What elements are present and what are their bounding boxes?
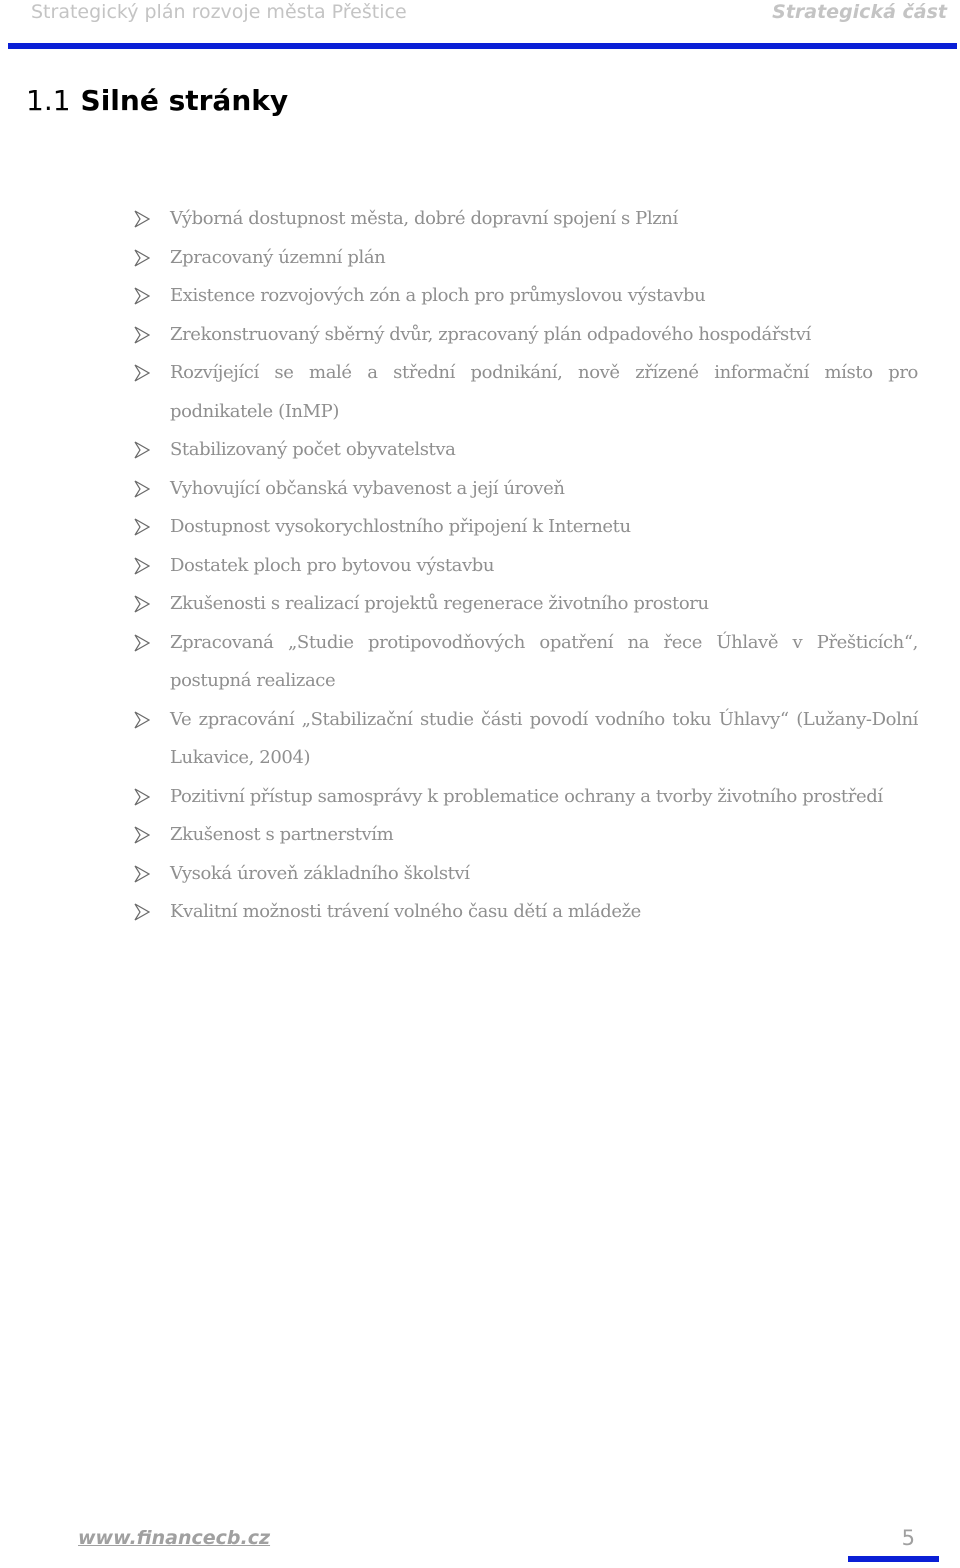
footer-rule — [848, 1556, 939, 1562]
list-item — [0, 701, 960, 778]
list-item-text: Zpracovaná „Studie protipovodňových opatření na řece Úhlavě v Přešticích“, postupná realizace — [170, 631, 918, 691]
arrowhead-bullet-icon — [134, 480, 150, 498]
arrowhead-bullet-icon — [134, 441, 150, 459]
arrowhead-bullet-icon — [134, 711, 150, 729]
list-item-text: Vyhovující občanská vybavenost a její úroveň — [170, 477, 565, 499]
list-item — [0, 778, 960, 817]
list-item-text: Pozitivní přístup samosprávy k problematice ochrany a tvorby životního prostředí — [170, 785, 883, 807]
document-part: Strategická část — [772, 1, 947, 23]
list-item-text: Kvalitní možnosti trávení volného času dětí a mládeže — [170, 901, 641, 922]
arrowhead-bullet-icon — [134, 595, 150, 613]
list-item — [0, 508, 960, 547]
list-item-text: Zkušenosti s realizací projektů regenerace životního prostoru — [170, 593, 709, 614]
arrowhead-bullet-icon — [134, 287, 150, 305]
list-item — [0, 470, 960, 509]
section-number: 1.1 — [26, 84, 71, 117]
list-item — [0, 547, 960, 586]
list-item-text: Ve zpracování „Stabilizační studie části povodí vodního toku Úhlavy“ (Lužany-Dolní Lukavice, 2004) — [170, 708, 918, 768]
arrowhead-bullet-icon — [134, 865, 150, 883]
list-item-text: Zrekonstruovaný sběrný dvůr, zpracovaný plán odpadového hospodářství — [170, 323, 811, 345]
arrowhead-bullet-icon — [134, 249, 150, 267]
website-link[interactable]: www.financecb.cz — [78, 1527, 271, 1549]
arrowhead-bullet-icon — [134, 557, 150, 575]
list-item — [0, 855, 960, 894]
document-title: Strategický plán rozvoje města Přeštice — [31, 1, 407, 23]
page-header — [0, 0, 960, 50]
list-item-text: Dostupnost vysokorychlostního připojení k Internetu — [170, 516, 631, 537]
list-item — [0, 893, 960, 932]
arrowhead-bullet-icon — [134, 903, 150, 921]
list-item — [0, 431, 960, 470]
list-item-text: Zpracovaný územní plán — [170, 246, 386, 268]
list-item — [0, 624, 960, 701]
arrowhead-bullet-icon — [134, 326, 150, 344]
arrowhead-bullet-icon — [134, 826, 150, 844]
list-item-text: Stabilizovaný počet obyvatelstva — [170, 439, 456, 460]
arrowhead-bullet-icon — [134, 518, 150, 536]
list-item — [0, 277, 960, 316]
list-item — [0, 239, 960, 278]
arrowhead-bullet-icon — [134, 634, 150, 652]
list-item-text: Dostatek ploch pro bytovou výstavbu — [170, 554, 495, 576]
section-title: Silné stránky — [80, 84, 289, 117]
list-item — [0, 316, 960, 355]
strengths-list — [0, 200, 960, 932]
header-rule — [8, 43, 957, 49]
list-item — [0, 200, 960, 239]
list-item-text: Zkušenost s partnerstvím — [170, 824, 394, 845]
list-item — [0, 354, 960, 431]
list-item — [0, 816, 960, 855]
arrowhead-bullet-icon — [134, 788, 150, 806]
page-number: 5 — [901, 1526, 915, 1550]
arrowhead-bullet-icon — [134, 364, 150, 382]
list-item-text: Rozvíjející se malé a střední podnikání, nově zřízené informační místo pro podnikatele (InMP) — [170, 362, 918, 422]
list-item — [0, 585, 960, 624]
list-item-text: Existence rozvojových zón a ploch pro průmyslovou výstavbu — [170, 285, 706, 306]
section-heading — [26, 84, 288, 117]
list-item-text: Vysoká úroveň základního školství — [170, 862, 470, 884]
list-item-text: Výborná dostupnost města, dobré dopravní spojení s Plzní — [170, 208, 678, 229]
arrowhead-bullet-icon — [134, 210, 150, 228]
